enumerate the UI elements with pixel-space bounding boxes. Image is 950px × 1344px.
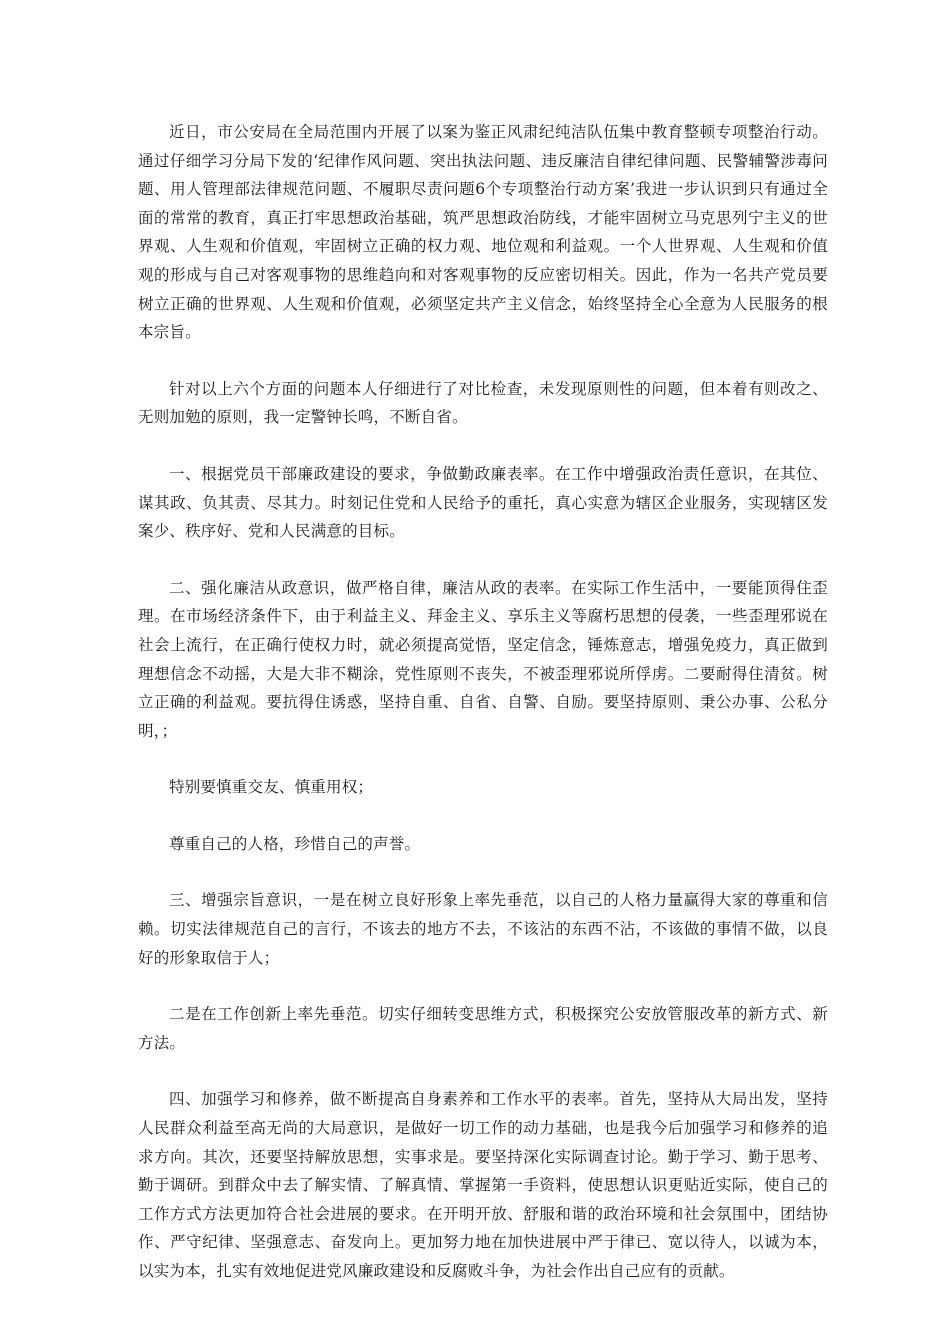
paragraph-respect-dignity: 尊重自己的人格，珍惜自己的声誉。 [169,834,421,853]
document-body [138,118,828,1314]
paragraph-point-four: 四、加强学习和修养，做不断提高自身素养和工作水平的表率。首先，坚持从大局出发，坚持人民群众利益至高无尚的大局意识，是做好一切工作的动力基础，也是我今后加强学习和修养的追求方向。其次，还要坚持解放思想，实事求是。要坚持深化实际调查讨论。勤于学习、勤于思考、勤于调研。到群众中去了解实情、了解真情、掌握第一手资料，使思想认识更贴近实际，使自己的工作方式方法更加符合社会进展的要求。在开明开放、舒服和谐的政治环境和社会氛围中，团结协作、严守纪律、坚强意志、奋发向上。更加努力地在加快进展中严于律已、宽以待人，以诚为本，以实为本，扎实有效地促进党风廉政建设和反腐败斗争，为社会作出自己应有的贡献。 [138,1090,828,1280]
paragraph-point-two: 二、强化廉洁从政意识，做严格自律，廉洁从政的表率。在实际工作生活中，一要能顶得住歪理。在市场经济条件下，由于利益主义、拜金主义、享乐主义等腐朽思想的侵袭，一些歪理邪说在社会上流行，在正确行使权力时，就必须提高觉悟，坚定信念，锤炼意志，增强免疫力，真正做到理想信念不动摇，大是大非不糊涂，党性原则不丧失，不被歪理邪说所俘虏。二要耐得住清贫。树立正确的利益观。要抗得住诱惑，坚持自重、自省、自警、自励。要坚持原则、秉公办事、公私分明，； [138,578,828,740]
paragraph-intro: 近日，市公安局在全局范围内开展了以案为鉴正风肃纪纯洁队伍集中教育整顿专项整治行动。通过仔细学习分局下发的‘纪律作风问题、突出执法问题、违反廉洁自律纪律问题、民警辅警涉毒问题、用人管理部法律规范问题、不履职尽责问题6个专项整治行动方案’我进一步认识到只有通过全面的常常的教育，真正打牢思想政治基础，筑严思想政治防线，才能牢固树立马克思列宁主义的世界观、人生观和价值观，牢固树立正确的权力观、地位观和利益观。一个人世界观、人生观和价值观的形成与自己对客观事物的思维趋向和对客观事物的反应密切相关。因此，作为一名共产党员要树立正确的世界观、人生观和价值观，必须坚定共产主义信念，始终坚持全心全意为人民服务的根本宗旨。 [138,123,828,342]
paragraph-self-check: 针对以上六个方面的问题本人仔细进行了对比检查，未发现原则性的问题，但本着有则改之、无则加勉的原则，我一定警钟长鸣，不断自省。 [138,379,828,427]
paragraph-innovation: 二是在工作创新上率先垂范。切实仔细转变思维方式，积极探究公安放管服改革的新方式、新方法。 [138,1005,828,1052]
paragraph-point-one: 一、根据党员干部廉政建设的要求，争做勤政廉表率。在工作中增强政治责任意识，在其位、谋其政、负其责、尽其力。时刻记住党和人民给予的重托，真心实意为辖区企业服务，实现辖区发案少、秩序好、党和人民满意的目标。 [138,464,828,541]
paragraph-point-three: 三、增强宗旨意识，一是在树立良好形象上率先垂范，以自己的人格力量赢得大家的尊重和信赖。切实法律规范自己的言行，不该去的地方不去，不该沾的东西不沾，不该做的事情不做，以良好的形象取信于人； [138,891,828,967]
paragraph-careful-friends: 特别要慎重交友、慎重用权； [169,778,374,797]
